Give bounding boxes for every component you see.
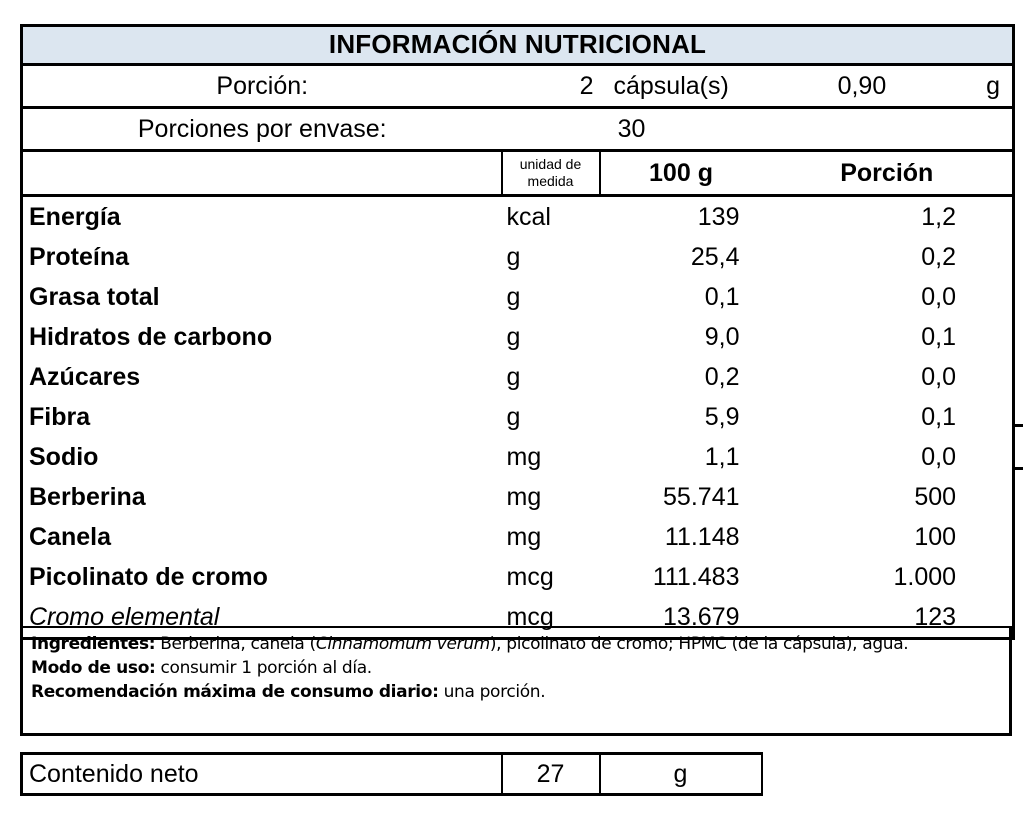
nutrient-per-serving: 123 (762, 597, 1014, 639)
per-100g-column-header: 100 g (600, 151, 762, 196)
column-headers-row (22, 151, 1014, 196)
max-recommendation-label: Recomendación máxima de consumo diario: (31, 682, 439, 703)
nutrient-name: Grasa total (22, 277, 502, 317)
nutrient-per-serving: 0,2 (762, 237, 1014, 277)
usage-line (31, 656, 1001, 680)
table-row (22, 517, 1014, 557)
right-edge-border-stub (1012, 467, 1023, 470)
nutrient-unit: mg (506, 522, 542, 551)
serving-size-row (22, 65, 1014, 108)
nutrient-per-serving: 0,1 (762, 397, 1014, 437)
table-row (22, 196, 1014, 238)
net-content-label: Contenido neto (22, 754, 502, 795)
serving-weight-unit: g (986, 71, 1001, 100)
nutrient-per-100g: 111.483 (652, 562, 740, 591)
unit-column-header: unidad de medida (502, 151, 600, 196)
nutrient-unit: mcg (506, 562, 554, 591)
nutrient-per-100g: 5,9 (704, 402, 740, 431)
max-recommendation-line (31, 680, 1001, 704)
servings-per-container-label: Porciones por envase: (22, 108, 502, 151)
nutrient-per-100g: 13.679 (600, 597, 762, 639)
nutrient-unit: g (506, 282, 521, 311)
nutrient-name: Sodio (22, 437, 502, 477)
nutrient-per-serving: 1.000 (762, 557, 1014, 597)
table-row (22, 357, 1014, 397)
nutrient-per-100g: 139 (697, 202, 740, 231)
table-row (22, 437, 1014, 477)
table-row (22, 557, 1014, 597)
nutrient-name: Cromo elemental (22, 597, 502, 639)
nutrition-facts-table (20, 24, 1015, 640)
ingredients-label: Ingredientes: (31, 634, 156, 654)
nutrient-per-serving: 500 (762, 477, 1014, 517)
net-content-table (20, 752, 763, 796)
serving-size-label: Porción: (22, 65, 502, 108)
nutrient-per-serving: 0,0 (762, 437, 1014, 477)
nutrient-unit: mg (506, 482, 542, 511)
nutrient-name: Azúcares (22, 357, 502, 397)
nutrient-per-serving: 0,1 (762, 317, 1014, 357)
nutrient-unit: kcal (506, 202, 551, 231)
serving-size-quantity: 2 (502, 65, 600, 108)
servings-per-container-spacer (762, 108, 1014, 151)
nutrient-unit: g (506, 322, 521, 351)
net-content-value: 27 (502, 754, 600, 795)
ingredients-block (20, 626, 1012, 736)
nutrient-per-100g: 0,2 (704, 362, 740, 391)
ingredients-line (31, 632, 1001, 656)
servings-per-container-row (22, 108, 1014, 151)
nutrient-name: Picolinato de cromo (22, 557, 502, 597)
right-edge-border-stub (1012, 424, 1023, 427)
usage-label: Modo de uso: (31, 658, 156, 679)
page-title: INFORMACIÓN NUTRICIONAL (22, 26, 1014, 65)
nutrient-per-serving: 0,0 (762, 357, 1014, 397)
nutrient-name: Fibra (22, 397, 502, 437)
nutrient-unit: mg (506, 442, 542, 471)
table-row (22, 397, 1014, 437)
net-content-row (22, 754, 762, 795)
table-row (22, 317, 1014, 357)
serving-size-unit: cápsula(s) (600, 65, 762, 108)
servings-per-container-value: 30 (502, 108, 762, 151)
nutrient-name: Canela (22, 517, 502, 557)
nutrient-unit: g (506, 402, 521, 431)
ingredients-text-after: ), picolinato de cromo; HPMC (de la cápsula), agua. (489, 634, 909, 654)
nutrient-unit: mcg (502, 597, 600, 639)
nutrient-per-100g: 25,4 (690, 242, 740, 271)
ingredients-text-before: Berberina, canela ( (155, 634, 316, 654)
nutrient-name: Proteína (22, 237, 502, 277)
nutrient-per-serving: 0,0 (762, 277, 1014, 317)
per-serving-column-header: Porción (762, 151, 1014, 196)
nutrient-per-100g: 9,0 (704, 322, 740, 351)
nutrient-name: Energía (22, 196, 502, 238)
nutrient-name: Hidratos de carbono (22, 317, 502, 357)
nutrient-column-header-blank (22, 151, 502, 196)
table-row (22, 477, 1014, 517)
nutrient-unit: g (506, 242, 521, 271)
net-content-unit: g (600, 754, 762, 795)
nutrient-name: Berberina (22, 477, 502, 517)
ingredients-scientific-name: Cinnamomum verum (315, 634, 490, 654)
table-title-row (22, 26, 1014, 65)
table-row (22, 277, 1014, 317)
nutrient-per-100g: 11.148 (664, 522, 740, 551)
table-row (22, 237, 1014, 277)
nutrient-per-serving: 100 (762, 517, 1014, 557)
nutrient-per-100g: 1,1 (704, 442, 740, 471)
usage-text: consumir 1 porción al día. (155, 658, 372, 679)
nutrient-unit: g (506, 362, 521, 391)
nutrient-per-100g: 0,1 (704, 282, 740, 311)
max-recommendation-text: una porción. (438, 682, 546, 703)
nutrient-per-100g: 55.741 (663, 482, 740, 511)
nutrient-per-serving: 1,2 (762, 196, 1014, 238)
serving-weight-cell (762, 65, 1014, 108)
serving-weight-value: 0,90 (837, 71, 887, 100)
